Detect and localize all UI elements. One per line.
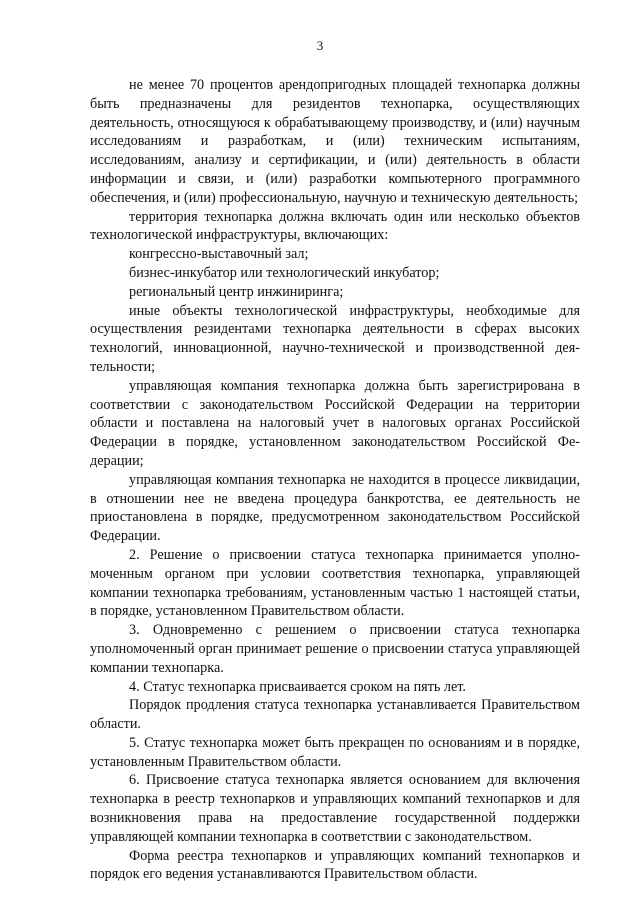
document-body — [90, 76, 580, 884]
paragraph-clause-3: 3. Одновременно с решением о присвоении статуса технопарка уполномоченный орган принимает решение о присвоении статуса управляющей компании технопарка. — [90, 622, 580, 676]
list-item-other-objects: иные объекты технологической инфраструктуры, необходимые для осуществления резидентами технопарка деятельности в сферах высоких технологий, инновационной, научно-технической и производственной деятельности; — [90, 302, 580, 375]
list-item-congress-hall: конгрессно-выставочный зал; — [129, 246, 309, 263]
paragraph-registry-form: Форма реестра технопарков и управляющих компаний технопарков и порядок его ведения устанавливаются Правительством области. — [90, 847, 580, 883]
list-item-engineering-center: региональный центр инжиниринга; — [129, 283, 344, 300]
paragraph-infrastructure-objects: территория технопарка должна включать один или несколько объектов технологической инфраструктуры, включающих: — [90, 208, 580, 244]
paragraph-company-registration: управляющая компания технопарка должна быть зарегистрирована в соответствии с законодательством Российской Федерации на территории области и поставлена на налоговый учет в налоговых органах Российской Федерации в порядке, установленном законодательством Российской Федерации; — [90, 377, 580, 469]
paragraph-clause-2: 2. Решение о присвоении статуса технопарка принимается уполномоченным органом при условии соответствия технопарка, управляющей компании технопарка требованиям, установленным частью 1 настоящей статьи, в порядке, установленном Правительством области. — [90, 546, 580, 620]
page-number: 3 — [316, 38, 324, 53]
paragraph-status-extension: Порядок продления статуса технопарка устанавливается Правительством области. — [90, 697, 580, 733]
list-item-business-incubator: бизнес-инкубатор или технологический инкубатор; — [129, 264, 440, 281]
paragraph-clause-5: 5. Статус технопарка может быть прекращен по основаниям и в порядке, установленным Правительством области. — [90, 734, 580, 770]
paragraph-company-not-liquidated: управляющая компания технопарка не находится в процессе ликвидации, в отношении нее не введена процедура банкротства, ее деятельность не приостановлена в порядке, предусмотренном законодательством Российской Федерации. — [90, 471, 580, 545]
paragraph-requirement-70-percent: не менее 70 процентов арендопригодных площадей технопарка должны быть предназначены для резидентов технопарка, осуществляющих деятельность, относящуюся к обрабатывающему производству, и (или) научным исследованиям и разработкам, и (или) техническим испытаниям, исследованиям, анализу и сертификации, и (или) деятельность в области информации и связи, и (или) разработки компьютерного программного обеспечения, и (или) профессиональную, научную и техническую деятельность; — [90, 77, 580, 206]
paragraph-clause-4: 4. Статус технопарка присваивается сроком на пять лет. — [129, 678, 466, 695]
paragraph-clause-6: 6. Присвоение статуса технопарка является основанием для включения технопарка в реестр технопарков и управляющих компаний технопарков и для возникновения права на предоставление государственной поддержки управляющей компании технопарка в соответствии с законодательством. — [90, 772, 580, 845]
